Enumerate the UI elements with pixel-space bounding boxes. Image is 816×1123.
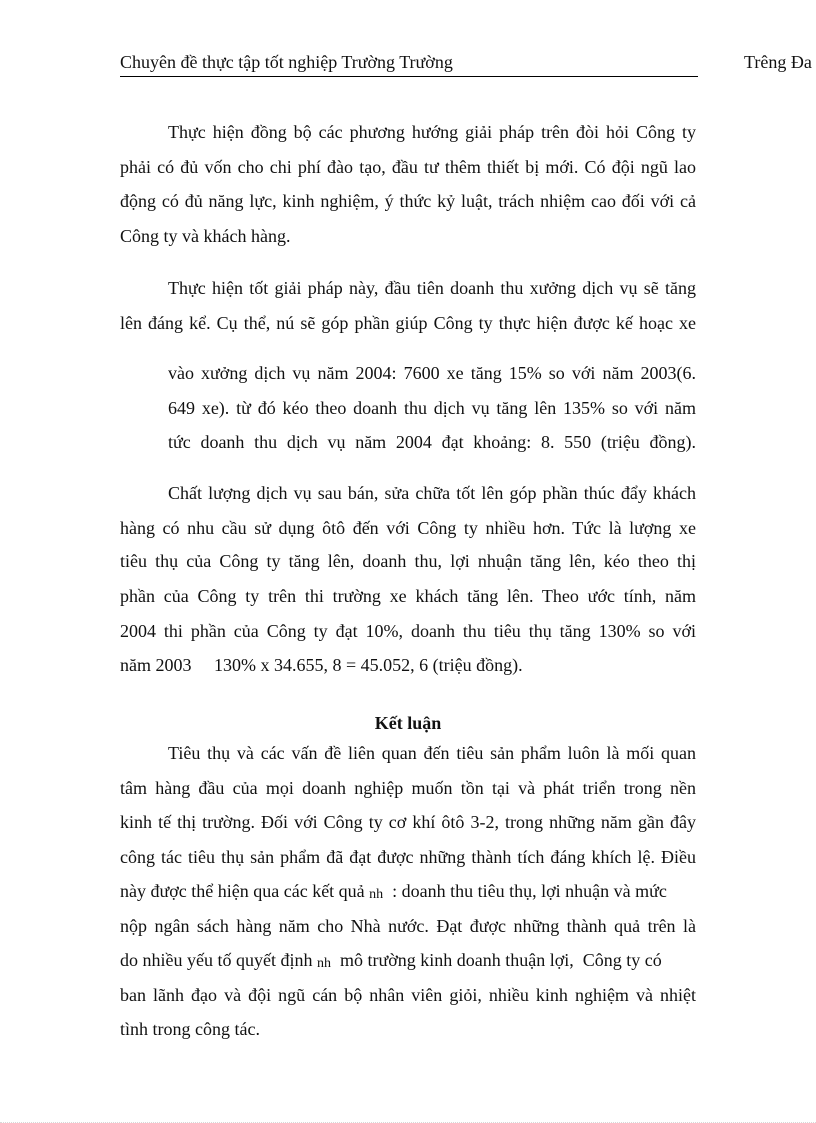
section-heading: Kết luận: [374, 713, 442, 733]
para4-line2: tâm hàng đầu của mọi doanh nghiệp muốn tồn tại và phát triển trong nền: [120, 778, 696, 798]
header-title: Chuyên đề thực tập tốt nghiệp Trường Trường: [120, 52, 453, 72]
para2-line3: vào xưởng dịch vụ năm 2004: 7600 xe tăng 15% so với năm 2003(6.: [168, 363, 696, 383]
para2-line4: 649 xe). từ đó kéo theo doanh thu dịch vụ tăng lên 135% so với năm: [168, 398, 696, 418]
para3-line2: hàng có nhu cầu sử dụng ôtô đến với Công ty nhiều hơn. Tức là lượng xe: [120, 518, 696, 538]
header-school: Trêng Đa: [744, 52, 812, 72]
para4-line5-end: : doanh thu tiêu thụ, lợi nhuận và mức: [383, 881, 667, 901]
para4-line5: [120, 880, 696, 902]
para4-line7-end: mô trường kinh doanh thuận lợi, Công ty có: [330, 950, 662, 970]
para4-line5-sub: nh: [369, 887, 384, 902]
para1-line3: động có đủ năng lực, kinh nghiệm, ý thức kỷ luật, trách nhiệm cao đối với cả: [120, 191, 696, 211]
para3-line5: 2004 thi phần của Công ty đạt 10%, doanh thu tiêu thụ tăng 130% so với: [120, 621, 696, 641]
para4-line9: tình trong công tác.: [120, 1019, 260, 1039]
para4-line6: nộp ngân sách hàng năm cho Nhà nước. Đạt được những thành quả trên là: [120, 916, 696, 936]
para4-line7-start: do nhiều yếu tố quyết định: [120, 950, 317, 970]
para3-line4: phần của Công ty trên thi trường xe khách tăng lên. Theo ước tính, năm: [120, 586, 696, 606]
para1-line1: Thực hiện đồng bộ các phương hướng giải pháp trên đòi hỏi Công ty: [168, 122, 696, 142]
para4-line7: [120, 949, 696, 971]
para4-line8: ban lãnh đạo và đội ngũ cán bộ nhân viên giỏi, nhiều kinh nghiệm và nhiệt: [120, 985, 696, 1005]
header-rule: [120, 76, 698, 77]
para2-line2: lên đáng kể. Cụ thể, nú sẽ góp phần giúp Công ty thực hiện được kế hoạc xe: [120, 313, 696, 333]
para1-line2: phải có đủ vốn cho chi phí đào tạo, đầu tư thêm thiết bị mới. Có đội ngũ lao: [120, 157, 696, 177]
para3-line6: năm 2003 130% x 34.655, 8 = 45.052, 6 (triệu đồng).: [120, 655, 523, 675]
para3-line1: Chất lượng dịch vụ sau bán, sửa chữa tốt lên góp phần thúc đẩy khách: [168, 483, 696, 503]
para4-line1: Tiêu thụ và các vấn đề liên quan đến tiêu sản phẩm luôn là mối quan: [168, 743, 696, 763]
para1-line4: Công ty và khách hàng.: [120, 226, 291, 246]
para4-line4: công tác tiêu thụ sản phẩm đã đạt được những thành tích đáng khích lệ. Điều: [120, 847, 696, 867]
para3-line3: tiêu thụ của Công ty tăng lên, doanh thu, lợi nhuận tăng lên, kéo theo thị: [120, 551, 696, 571]
para2-line5: tức doanh thu dịch vụ năm 2004 đạt khoảng: 8. 550 (triệu đồng).: [168, 432, 696, 452]
para4-line7-sub: nh: [316, 956, 331, 971]
para2-line1: Thực hiện tốt giải pháp này, đầu tiên doanh thu xưởng dịch vụ sẽ tăng: [168, 278, 696, 298]
para4-line5-start: này được thể hiện qua các kết quả: [120, 881, 370, 901]
para4-line3: kinh tế thị trường. Đối với Công ty cơ khí ôtô 3-2, trong những năm gần đây: [120, 812, 696, 832]
